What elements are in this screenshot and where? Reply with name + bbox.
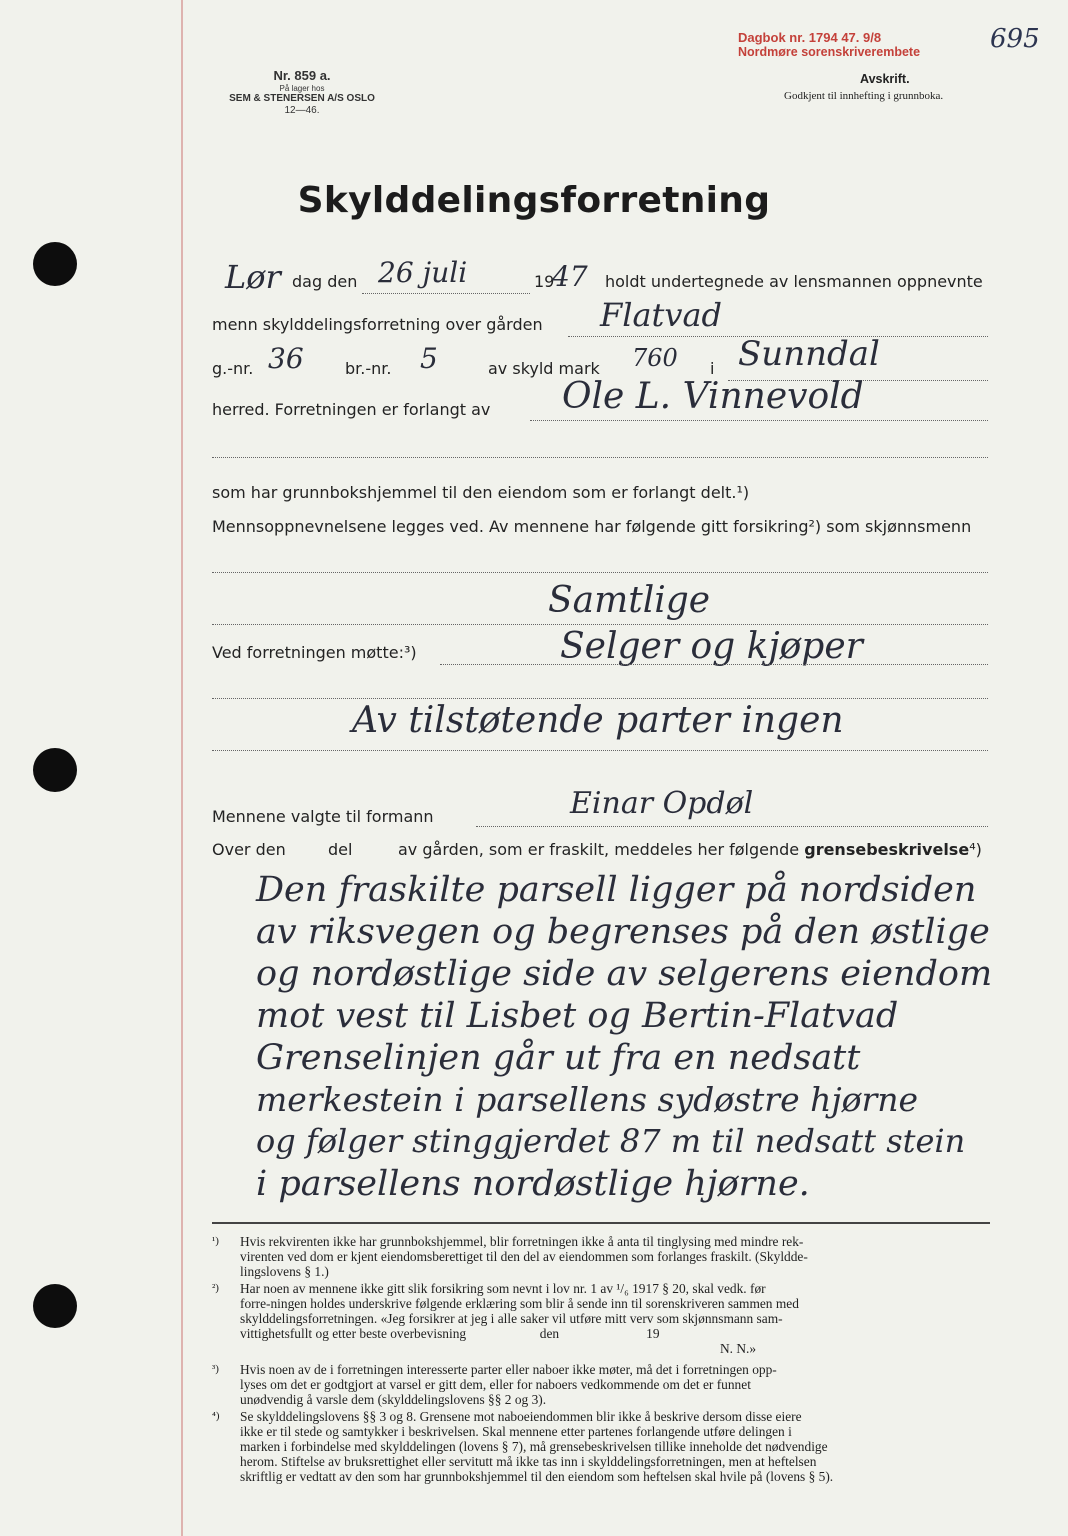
publisher-note: På lager hos bbox=[279, 83, 325, 93]
footnote-line: Se skylddelingslovens §§ 3 og 8. Grensene mot naboeiendommen blir ikke å beskrive dersom disse eiere bbox=[240, 1409, 802, 1424]
punch-hole bbox=[33, 748, 77, 792]
sworn-handwritten: Samtlige bbox=[548, 580, 711, 621]
grunnbok-text: som har grunnbokshjemmel til den eiendom som er forlangt delt.¹) bbox=[212, 483, 750, 502]
journal-stamp-line: Dagbok nr. 1794 47. 9/8 bbox=[738, 30, 882, 45]
herred-text: herred. Forretningen er forlangt av bbox=[212, 400, 491, 419]
footnote-line: herom. Stiftelse av bruksrettighet eller servitutt må ikke tas inn i skylddelingsforretningen, men at heftelsen bbox=[240, 1454, 817, 1469]
footnote-line: skylddelingsforretningen. «Jeg forsikrer at jeg i alle saker vil utføre mitt verv som skjønnsmann sam- bbox=[240, 1311, 783, 1326]
gnr-handwritten: 36 bbox=[268, 342, 304, 375]
mennsopp-text: Mennsoppnevnelsene legges ved. Av mennene har følgende gitt forsikring²) som skjønnsmenn bbox=[212, 517, 972, 536]
footnote-line: lyses om det er godtgjort at varsel er gitt dem, eller for naboers vedkommende om det er funnet bbox=[240, 1377, 751, 1392]
gaarden-label: av gården, som er fraskilt, meddeles her følgende bbox=[398, 840, 800, 859]
adjacent-parties-handwritten: Av tilstøtende parter ingen bbox=[352, 700, 844, 741]
gaarden-text bbox=[398, 840, 982, 859]
blank-line bbox=[212, 624, 988, 625]
footnote-line: forre-ningen holdes underskrive følgende erklæring som blir å sende inn til sorenskriveren sammen med bbox=[240, 1296, 799, 1311]
footnote-line: lingslovens § 1.) bbox=[240, 1264, 329, 1279]
present-line bbox=[440, 664, 988, 665]
avskrift-label: Avskrift. bbox=[860, 72, 910, 86]
formann-label: Mennene valgte til formann bbox=[212, 807, 434, 826]
publisher: SEM & STENERSEN A/S OSLO bbox=[229, 93, 375, 105]
holdt-text: holdt undertegnede av lensmannen oppnevnte bbox=[605, 272, 983, 291]
journal-stamp bbox=[738, 30, 920, 59]
menn-text: menn skylddelingsforretning over gården bbox=[212, 315, 543, 334]
year-prefix: 19 bbox=[534, 272, 555, 291]
footnote-line: ikke er til stede og samtykker i beskrivelsen. Skal mennene etter partenes forlangende utføre delingen i bbox=[240, 1424, 792, 1439]
blank-line bbox=[212, 750, 988, 751]
print-date: 12—46. bbox=[284, 105, 320, 117]
footnote-mark: ³) bbox=[212, 1363, 219, 1375]
footnote-1 bbox=[212, 1234, 1002, 1279]
weekday-handwritten: Lør bbox=[225, 258, 281, 296]
footnote-mark: ²) bbox=[212, 1282, 219, 1294]
description-line: og nordøstlige side av selgerens eiendom bbox=[256, 954, 993, 994]
chairman-handwritten: Einar Opdøl bbox=[570, 786, 754, 821]
requester-line bbox=[530, 420, 988, 421]
footnotes bbox=[212, 1234, 1002, 1484]
motte-label: Ved forretningen møtte:³) bbox=[212, 643, 417, 662]
blank-line bbox=[212, 457, 988, 458]
punch-hole bbox=[33, 242, 77, 286]
footnote-line: virenten ved dom er kjent eiendomsberettiget til den del av eiendommen som forlanges fraskilt. (Skyldde- bbox=[240, 1249, 808, 1264]
description-line: merkestein i parsellens sydøstre hjørne bbox=[256, 1080, 919, 1119]
court-stamp-line: Nordmøre sorenskriverembete bbox=[738, 45, 921, 59]
requester-handwritten: Ole L. Vinnevold bbox=[562, 376, 864, 417]
footnote-3 bbox=[212, 1362, 1002, 1407]
footnote-line: vittighetsfullt og etter beste overbevisning den 19 bbox=[240, 1326, 660, 1341]
footnote-line: unødvendig å varsle dem (skylddelingslovens §§ 2 og 3). bbox=[240, 1392, 547, 1407]
footnote-line: marken i forbindelse med skylddelingen (lovens § 7), må grensebeskrivelsen tillike inneholde det nødvendige bbox=[240, 1439, 828, 1454]
footnote-rule bbox=[212, 1222, 990, 1224]
description-line: i parsellens nordøstlige hjørne. bbox=[256, 1164, 810, 1204]
footnote-4 bbox=[212, 1409, 1002, 1484]
brnr-label: br.-nr. bbox=[345, 359, 392, 378]
margin-line bbox=[181, 0, 183, 1536]
grense-footnote-mark: ⁴) bbox=[969, 840, 982, 859]
blank-line bbox=[212, 698, 988, 699]
brnr-handwritten: 5 bbox=[420, 342, 438, 375]
footnote-mark: ¹) bbox=[212, 1235, 219, 1247]
date-handwritten: 26 juli bbox=[378, 256, 468, 289]
printer-header bbox=[222, 68, 382, 117]
present-handwritten: Selger og kjøper bbox=[560, 626, 863, 667]
year-handwritten: 47 bbox=[552, 260, 588, 293]
farm-name-handwritten: Flatvad bbox=[600, 296, 723, 334]
footnote-2 bbox=[212, 1281, 1002, 1356]
punch-hole bbox=[33, 1284, 77, 1328]
footnote-line: Hvis noen av de i forretningen interesserte parter eller naboer ikke møter, må det i forretningen opp- bbox=[240, 1362, 777, 1377]
page-title: Skylddelingsforretning bbox=[297, 180, 771, 221]
grense-label: grensebeskrivelse bbox=[804, 840, 970, 859]
description-line: av riksvegen og begrenses på den østlige bbox=[256, 912, 990, 952]
approval-note: Godkjent til innhefting i grunnboka. bbox=[784, 90, 944, 102]
dag-den-label: dag den bbox=[292, 272, 358, 291]
footnote-mark: ⁴) bbox=[212, 1410, 220, 1422]
blank-line bbox=[212, 572, 988, 573]
description-line: Den fraskilte parsell ligger på nordsiden bbox=[256, 870, 977, 910]
form-number: Nr. 859 a. bbox=[273, 68, 331, 83]
footnote-line: Har noen av mennene ikke gitt slik forsikring som nevnt i lov nr. 1 av ¹/₆ 1917 § 20, skal vedk. før bbox=[240, 1281, 766, 1296]
skyld-handwritten: 760 bbox=[632, 344, 678, 372]
skyld-label: av skyld mark bbox=[488, 359, 600, 378]
municipality-handwritten: Sunndal bbox=[738, 334, 880, 374]
footnote-line: Hvis rekvirenten ikke har grunnbokshjemmel, blir forretningen ikke å anta til tinglysing med mindre rek- bbox=[240, 1234, 804, 1249]
folio-number: 695 bbox=[990, 24, 1040, 54]
date-line bbox=[362, 293, 530, 294]
gnr-label: g.-nr. bbox=[212, 359, 254, 378]
del-label: del bbox=[328, 840, 353, 859]
nn-signature: N. N.» bbox=[720, 1341, 757, 1356]
description-line: mot vest til Lisbet og Bertin-Flatvad bbox=[256, 996, 899, 1036]
footnote-line: skriftlig er vedtatt av den som har grunnbokshjemmel til den eiendom som heftelsen skal hvile på (lovens § 5). bbox=[240, 1469, 834, 1484]
over-den-label: Over den bbox=[212, 840, 286, 859]
description-line: Grenselinjen går ut fra en nedsatt bbox=[256, 1038, 861, 1078]
description-line: og følger stinggjerdet 87 m til nedsatt stein bbox=[256, 1122, 966, 1160]
i-label: i bbox=[710, 359, 715, 378]
chairman-line bbox=[476, 826, 988, 827]
